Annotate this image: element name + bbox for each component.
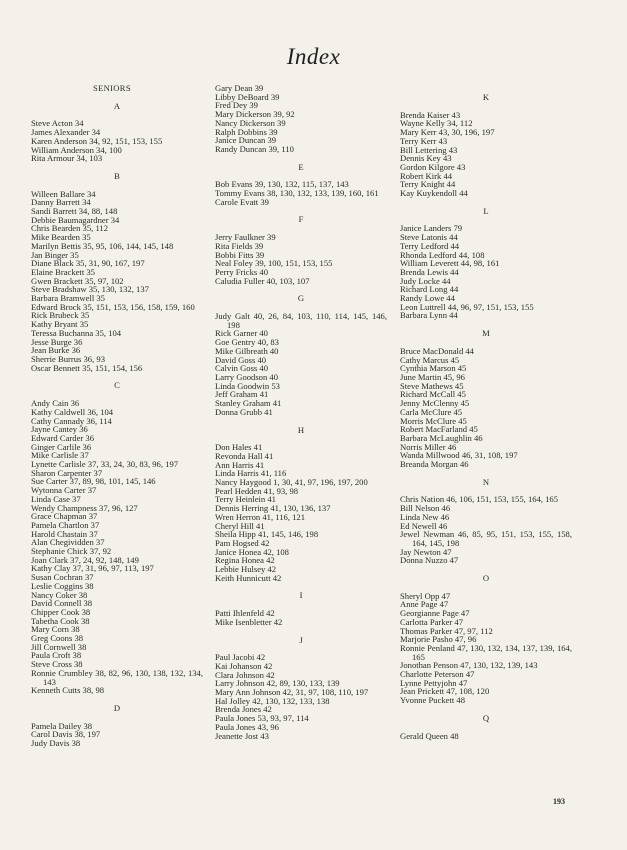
index-entry: Chris Nation 46, 106, 151, 153, 155, 164, 165: [400, 494, 559, 505]
index-entry: Rhonda Ledford 44, 108: [400, 249, 485, 260]
index-entry: Wytonna Carter 37: [31, 485, 97, 496]
letter-heading: F: [298, 214, 304, 225]
index-entry: Janice Duncan 39: [215, 135, 277, 146]
index-entry: Jeanette Jost 43: [215, 730, 269, 741]
index-entry: Brenda Jones 42: [215, 704, 272, 715]
index-entry: Marjorie Pasho 47, 96: [400, 634, 477, 645]
index-entry: Calvin Goss 40: [215, 363, 268, 374]
index-entry: Randy Duncan 39, 110: [215, 143, 294, 154]
index-entry: Pam Hogsed 42: [215, 537, 270, 548]
index-entry: William Leverett 44, 98, 161: [400, 258, 500, 269]
index-entry: Bobbi Fitts 39: [215, 249, 265, 260]
index-entry: David Goss 40: [215, 354, 267, 365]
index-entry: Pamela Chartlon 37: [31, 519, 100, 530]
index-entry: Terry Heinlein 41: [215, 494, 276, 505]
index-entry: Lynette Carlisle 37, 33, 24, 30, 83, 96, 197: [31, 459, 179, 470]
index-entry: Judy Galt 40, 26, 84, 103, 110, 114, 145, 146, 198: [215, 311, 387, 330]
index-entry: Stanley Graham 41: [215, 398, 282, 409]
index-entry: Linda Goodwin 53: [215, 380, 280, 391]
index-entry: Stephanie Chick 37, 92: [31, 546, 112, 557]
index-entry: Nancy Coker 38: [31, 589, 88, 600]
index-entry: Steve Mathews 45: [400, 380, 464, 391]
index-entry: Mike Carlisle 37: [31, 450, 89, 461]
index-entry: Yvonne Puckett 48: [400, 695, 466, 706]
index-entry: Sharon Carpenter 37: [31, 467, 103, 478]
index-entry: Cathy Cannady 36, 114: [31, 415, 112, 426]
index-entry: Judy Locke 44: [400, 275, 451, 286]
index-entry: Steve Cross 38: [31, 659, 83, 670]
index-entry: Hal Jolley 42, 130, 132, 133, 138: [215, 695, 330, 706]
index-entry: Mike Gilbreath 40: [215, 345, 279, 356]
index-entry: Sheila Hipp 41, 145, 146, 198: [215, 529, 319, 540]
index-entry: Carol Davis 38, 197: [31, 729, 101, 740]
index-entry: Wanda Millwood 46, 31, 108, 197: [400, 450, 518, 461]
index-entry: Marilyn Bettis 35, 95, 106, 144, 145, 148: [31, 240, 174, 251]
index-entry: Gordon Kilgore 43: [400, 161, 466, 172]
index-entry: Karen Anderson 34, 92, 151, 153, 155: [31, 135, 163, 146]
index-entry: Edward Carder 36: [31, 432, 94, 443]
letter-heading: E: [298, 161, 304, 172]
index-entry: Sue Carter 37, 89, 98, 101, 145, 146: [31, 476, 156, 487]
index-entry: Perry Fricks 40: [215, 266, 268, 277]
index-entry: Judy Davis 38: [31, 738, 81, 749]
index-entry: Janice Landers 79: [400, 223, 463, 234]
index-entry: Rita Fields 39: [215, 240, 264, 251]
index-entry: Norris Miller 46: [400, 441, 457, 452]
index-entry: Edward Brock 35, 151, 153, 156, 158, 159, 160: [31, 301, 195, 312]
index-entry: James Alexander 34: [31, 127, 101, 138]
index-entry: Jill Cornwell 38: [31, 641, 87, 652]
index-entry: Don Hales 41: [215, 442, 263, 453]
index-entry: Jan Binger 35: [31, 249, 79, 260]
index-entry: Paula Jones 53, 93, 97, 114: [215, 713, 309, 724]
index-column-2: [215, 84, 387, 740]
index-entry: Mike Isenbletter 42: [215, 616, 283, 627]
index-entry: Lynne Pettyjohn 47: [400, 677, 468, 688]
index-entry: Ed Newell 46: [400, 520, 448, 531]
index-entry: Jean Prickett 47, 108, 120: [400, 686, 490, 697]
index-entry: Richard Long 44: [400, 284, 459, 295]
index-entry: Linda Case 37: [31, 493, 81, 504]
index-entry: June Martin 45, 96: [400, 371, 465, 382]
letter-heading: C: [114, 380, 120, 391]
index-entry: Danny Barrett 34: [31, 197, 91, 208]
letter-heading: H: [297, 424, 305, 435]
index-entry: Teressa Buchanna 35, 104: [31, 327, 122, 338]
index-entry: Terry Ledford 44: [400, 240, 460, 251]
index-entry: Paula Jones 43, 96: [215, 721, 279, 732]
index-entry: Leon Luttrell 44, 96, 97, 151, 153, 155: [400, 301, 534, 312]
index-entry: Mike Bearden 35: [31, 232, 91, 243]
index-entry: Clara Johnson 42: [215, 669, 275, 680]
index-entry: Brenda Lewis 44: [400, 266, 459, 277]
index-entry: Bill Nelson 46: [400, 503, 451, 514]
index-entry: Bill Lettering 43: [400, 144, 458, 155]
index-entry: Brenda Kaiser 43: [400, 109, 461, 120]
index-entry: Morris McClure 45: [400, 415, 467, 426]
index-entry: Leslie Coggins 38: [31, 580, 94, 591]
letter-heading: K: [482, 92, 490, 102]
index-column-3: [400, 84, 572, 740]
index-entry: Rick Brubeck 35: [31, 310, 90, 321]
index-entry: Barbara Bramwell 35: [31, 293, 105, 304]
index-entry: Jonothan Penson 47, 130, 132, 139, 143: [400, 660, 538, 671]
index-entry: Richard McCall 45: [400, 389, 466, 400]
index-entry: Wendy Champness 37, 96, 127: [31, 502, 138, 513]
index-entry: Ronnie Penland 47, 130, 132, 134, 137, 139, 164, 165: [400, 642, 572, 662]
index-entry: Alan Chegividden 37: [31, 537, 105, 548]
index-entry: Breanda Morgan 46: [400, 459, 469, 470]
index-entry: Kathy Bryant 35: [31, 319, 89, 330]
page-number: 193: [553, 797, 565, 806]
index-entry: Terry Kerr 43: [400, 135, 448, 146]
index-entry: Carla McClure 45: [400, 406, 463, 417]
index-entry: Robert MacFarland 45: [400, 424, 478, 435]
index-entry: Keith Hunnicutt 42: [215, 572, 282, 583]
index-entry: Paula Croft 38: [31, 650, 82, 661]
index-entry: Dennis Key 43: [400, 153, 452, 164]
index-entry: Paul Jacobi 42: [215, 652, 266, 663]
index-entry: Robert Kirk 44: [400, 170, 453, 181]
index-entry: Neal Foley 39, 100, 151, 153, 155: [215, 258, 333, 269]
index-entry: Lebbie Hulsey 42: [215, 564, 277, 575]
section-heading: SENIORS: [93, 83, 131, 93]
index-entry: Wayne Kelly 34, 112: [400, 118, 473, 129]
index-entry: Jewel Newman 46, 85, 95, 151, 153, 155, 158, 164, 145, 198: [400, 529, 572, 548]
letter-heading: O: [482, 573, 490, 584]
index-entry: Joan Clark 37, 24, 92, 148, 149: [31, 554, 139, 565]
index-entry: Debbie Baumagardner 34: [31, 214, 120, 225]
index-entry: Jenny McClenny 45: [400, 398, 470, 409]
index-entry: Jayne Cantey 36: [31, 424, 88, 435]
index-entry: Jean Burke 36: [31, 345, 81, 356]
index-entry: Mary Corn 38: [31, 624, 80, 635]
page-title: Index: [286, 44, 341, 69]
index-entry: Diane Black 35, 31, 90, 167, 197: [31, 258, 145, 269]
index-entry: William Anderson 34, 100: [31, 144, 122, 155]
index-entry: Mary Dickerson 39, 92: [215, 109, 295, 120]
index-entry: Oscar Bennett 35, 151, 154, 156: [31, 362, 143, 373]
index-entry: Sherrie Burrus 36, 93: [31, 353, 105, 364]
index-entry: Harold Chastain 37: [31, 528, 98, 539]
index-entry: Bruce MacDonald 44: [400, 345, 474, 356]
index-entry: Tommy Evans 38, 130, 132, 133, 139, 160, 161: [215, 188, 379, 199]
index-entry: Caludia Fuller 40, 103, 107: [215, 275, 310, 286]
index-entry: Andy Cain 36: [31, 398, 80, 409]
index-entry: Libby DeBoard 39: [215, 91, 280, 102]
letter-heading: D: [113, 703, 121, 713]
index-entry: Fred Dey 39: [215, 100, 258, 111]
index-entry: Pearl Hedden 41, 93, 98: [215, 485, 299, 496]
index-entry: Cynthia Marson 45: [400, 363, 467, 374]
index-entry: Ralph Dobbins 39: [215, 126, 278, 137]
index-entry: Gerald Queen 48: [400, 730, 459, 741]
index-entry: Randy Lowe 44: [400, 293, 455, 304]
letter-heading: G: [297, 293, 305, 304]
index-entry: Georgianne Page 47: [400, 608, 470, 619]
index-entry: Carlotta Parker 47: [400, 616, 464, 627]
index-entry: Greg Coons 38: [31, 633, 84, 644]
index-entry: Kathy Clay 37, 31, 96, 97, 113, 197: [31, 563, 154, 574]
index-entry: Larry Goodson 40: [215, 371, 279, 382]
index-entry: Jay Newton 47: [400, 546, 452, 557]
letter-heading: J: [299, 634, 303, 645]
index-entry: Jerry Faulkner 39: [215, 232, 276, 243]
index-entry: Revonda Hall 41: [215, 450, 274, 461]
index-entry: Sheryl Opp 47: [400, 590, 451, 601]
index-entry: David Connell 38: [31, 598, 93, 609]
index-entry: Linda New 46: [400, 511, 450, 522]
index-entry: Cathy Marcus 45: [400, 354, 460, 365]
index-entry: Larry Johnson 42, 89, 130, 133, 139: [215, 678, 340, 689]
index-entry: Rick Garner 40: [215, 328, 268, 339]
index-entry: Dennis Herring 41, 130, 136, 137: [215, 503, 331, 514]
index-entry: Mary Kerr 43, 30, 196, 197: [400, 127, 495, 138]
index-entry: Donna Nuzzo 47: [400, 555, 459, 566]
index-entry: Steve Acton 34: [31, 118, 84, 129]
index-entry: Chris Bearden 35, 112: [31, 223, 109, 234]
index-entry: Thomas Parker 47, 97, 112: [400, 625, 493, 636]
index-entry: Chipper Cook 38: [31, 606, 91, 617]
index-entry: Carole Evatt 39: [215, 196, 269, 207]
index-entry: Gwen Brackett 35, 97, 102: [31, 275, 124, 286]
letter-heading: N: [482, 476, 490, 487]
index-entry: Ronnie Crumbley 38, 82, 96, 130, 138, 132, 134, 143: [31, 667, 203, 687]
index-entry: Barbara McLaughlin 46: [400, 432, 483, 443]
index-entry: Mary Ann Johnson 42, 31, 97, 108, 110, 197: [215, 687, 369, 698]
index-entry: Kay Kuykendoll 44: [400, 188, 468, 199]
index-entry: Bob Evans 39, 130, 132, 115, 137, 143: [215, 179, 349, 190]
index-entry: Charlotte Peterson 47: [400, 669, 475, 680]
index-entry: Anne Page 47: [400, 599, 449, 610]
index-entry: Jesse Burge 36: [31, 336, 83, 347]
index-entry: Kenneth Cutts 38, 98: [31, 685, 105, 696]
letter-heading: I: [299, 590, 303, 601]
index-entry: Ann Harris 41: [215, 459, 265, 470]
letter-heading: L: [483, 205, 489, 216]
index-entry: Goe Gentry 40, 83: [215, 337, 279, 348]
index-entry: Steve Latonis 44: [400, 232, 458, 243]
index-entry: Patti Ihlenfeld 42: [215, 608, 275, 619]
index-entry: Linda Harris 41, 116: [215, 468, 287, 479]
index-entry: Grace Chapman 37: [31, 511, 98, 522]
index-entry: Cheryl Hill 41: [215, 520, 265, 531]
index-column-1: [31, 84, 203, 748]
index-entry: Gary Dean 39: [215, 83, 264, 93]
letter-heading: B: [114, 170, 120, 181]
index-entry: Ginger Carlile 36: [31, 441, 92, 452]
index-entry: Terry Knight 44: [400, 179, 456, 190]
index-entry: Janice Honea 42, 108: [215, 546, 289, 557]
letter-heading: M: [482, 328, 490, 339]
letter-heading: A: [113, 100, 121, 111]
index-entry: Tabetha Cook 38: [31, 615, 90, 626]
index-entry: Kathy Caldwell 36, 104: [31, 406, 114, 417]
index-entry: Elaine Brackett 35: [31, 266, 95, 277]
letter-heading: Q: [482, 712, 490, 723]
index-entry: Steve Bradshaw 35, 130, 132, 137: [31, 284, 149, 295]
index-entry: Rita Armour 34, 103: [31, 153, 103, 164]
index-entry: Regina Honea 42: [215, 555, 275, 566]
index-entry: Sandi Barrett 34, 88, 148: [31, 206, 118, 217]
index-entry: Nancy Dickerson 39: [215, 117, 286, 128]
index-entry: Barbara Lynn 44: [400, 310, 458, 321]
index-entry: Susan Cochran 37: [31, 572, 94, 583]
index-entry: Willeen Ballare 34: [31, 188, 96, 199]
index-entry: Pamela Dailey 38: [31, 720, 93, 731]
index-entry: Wren Herron 41, 116, 121: [215, 511, 306, 522]
index-entry: Donna Grubb 41: [215, 406, 273, 417]
index-entry: Jeff Graham 41: [215, 389, 269, 400]
index-entry: Nancy Haygood 1, 30, 41, 97, 196, 197, 200: [215, 477, 368, 488]
index-entry: Kai Johanson 42: [215, 660, 273, 671]
